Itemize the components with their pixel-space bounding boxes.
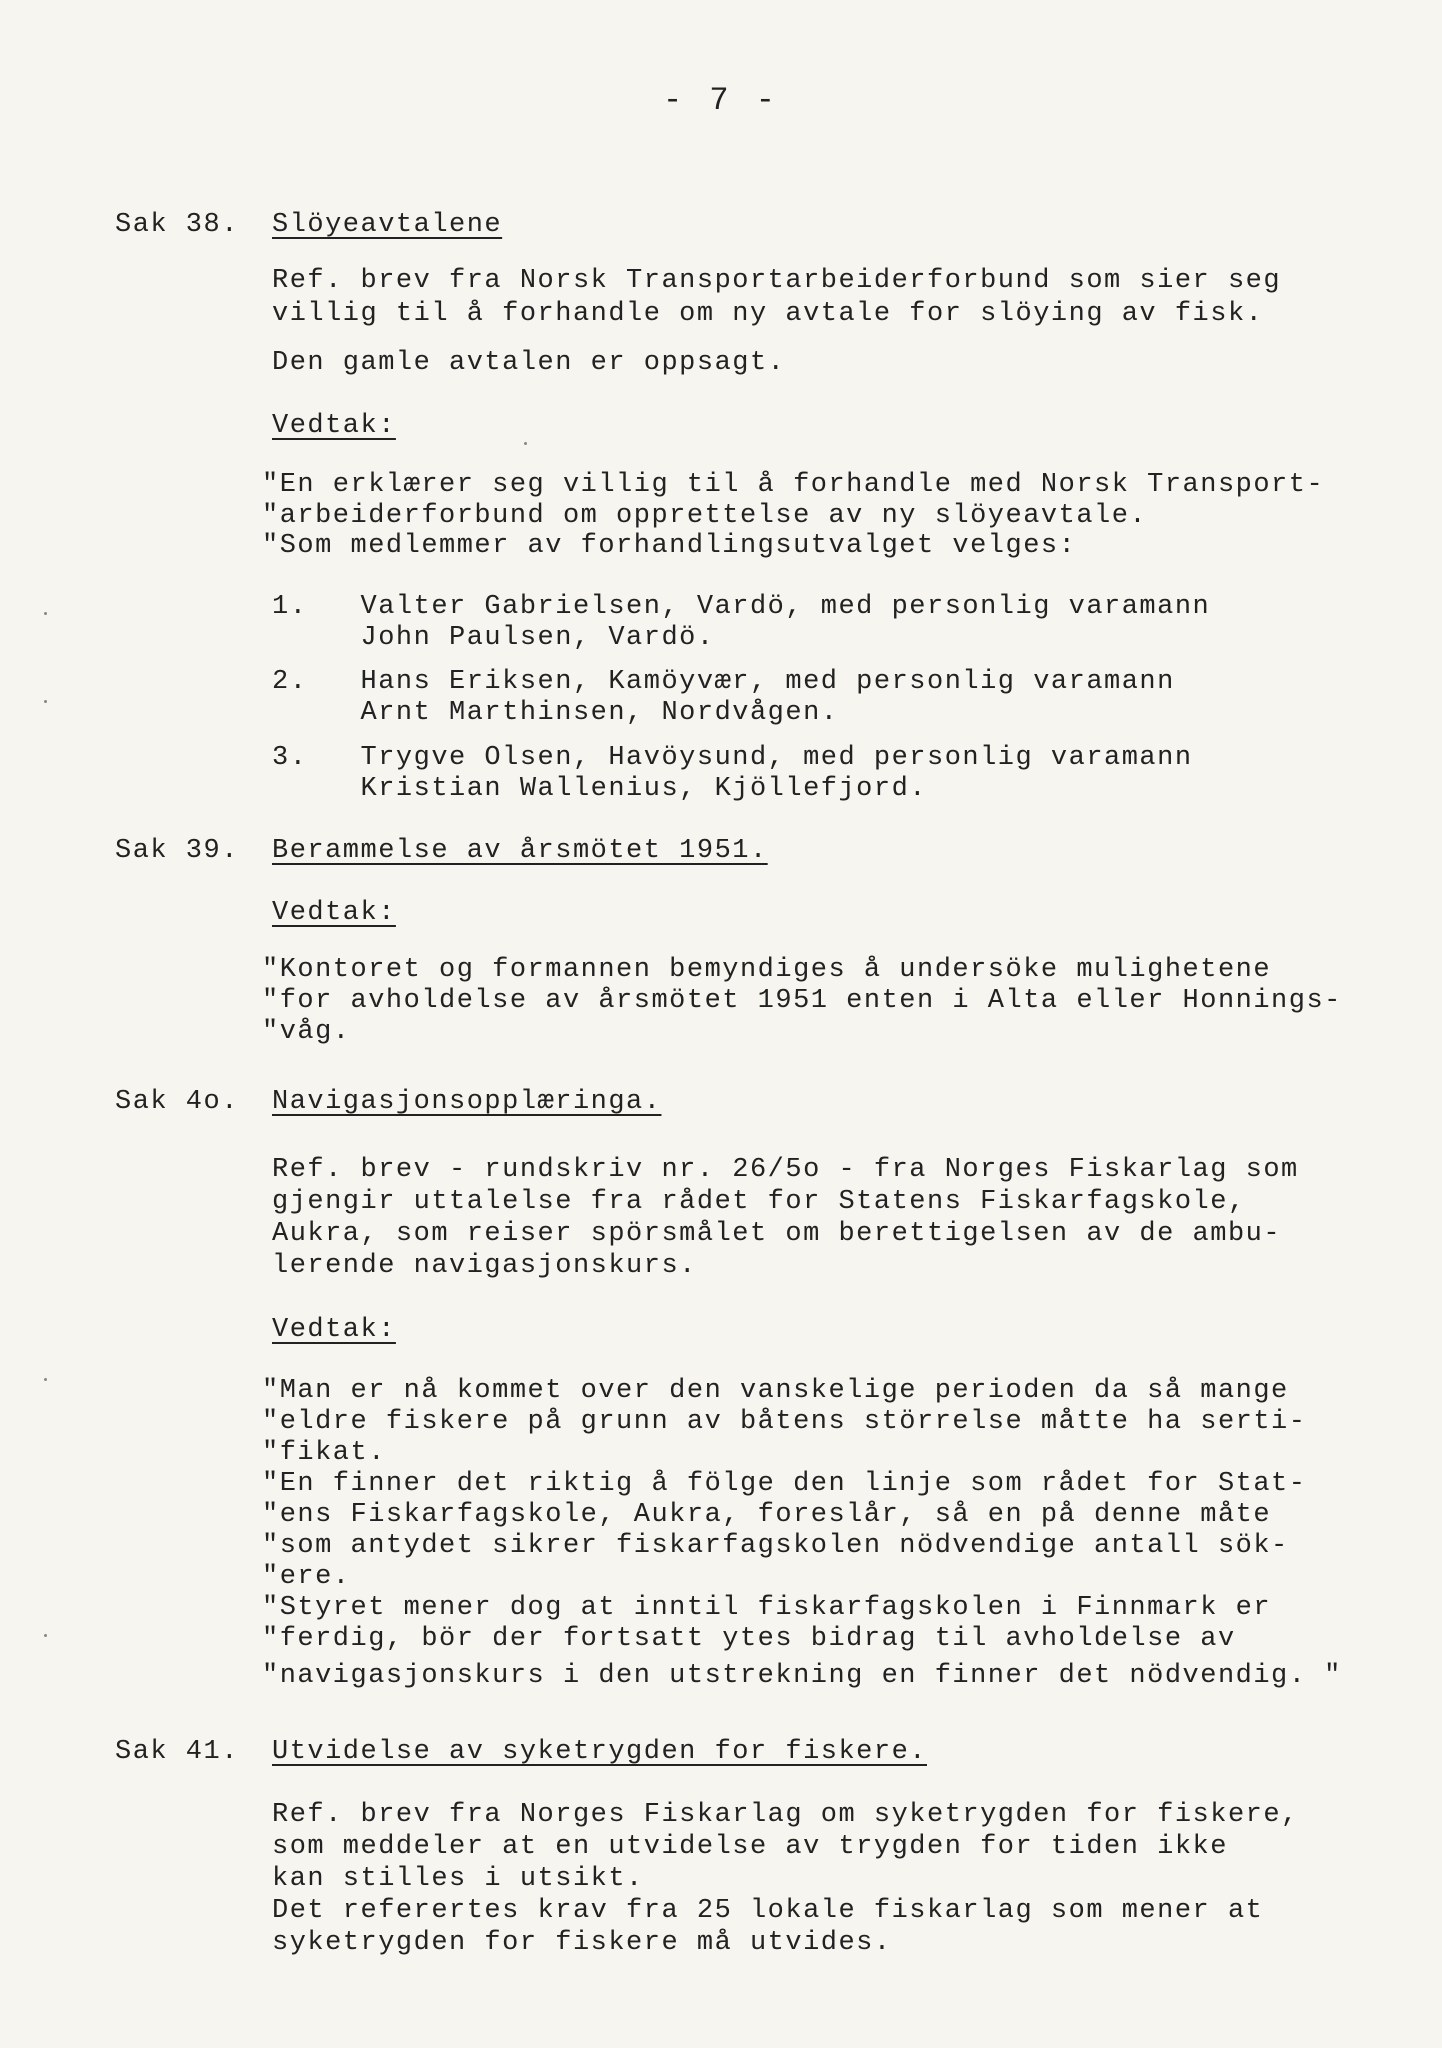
quote-line: "for avholdelse av årsmötet 1951 enten i Alta eller Honnings- [262,986,1342,1016]
scan-speck [44,612,47,615]
scan-speck [44,700,47,703]
section-title: Slöyeavtalene [272,210,503,240]
text-line: som meddeler at en utvidelse av trygden for tiden ikke [272,1832,1228,1862]
quote-line: "våg. [262,1017,351,1047]
quote-line: "navigasjonskurs i den utstrekning en finner det nödvendig. " [262,1661,1342,1691]
section-label: Sak 4o. [115,1087,239,1117]
text-line: syketrygden for fiskere må utvides. [272,1928,892,1958]
section-label: Sak 38. [115,210,239,240]
quote-line: "En finner det riktig å fölge den linje som rådet for Stat- [262,1469,1307,1499]
quote-line: "fikat. [262,1438,386,1468]
text-line: Den gamle avtalen er oppsagt. [272,348,786,378]
text-line: gjengir uttalelse fra rådet for Statens Fiskarfagskole, [272,1187,1246,1217]
scan-speck [524,442,527,445]
scan-speck [44,1634,47,1637]
quote-line: "arbeiderforbund om opprettelse av ny slöyeavtale. [262,501,1148,531]
text-line: villig til å forhandle om ny avtale for slöying av fisk. [272,299,1264,329]
list-item: 1. Valter Gabrielsen, Vardö, med personlig varamann [272,592,1211,622]
scan-speck [44,1378,47,1381]
text-line: lerende navigasjonskurs. [272,1251,697,1281]
quote-line: "ferdig, bör der fortsatt ytes bidrag til avholdelse av [262,1624,1236,1654]
list-item: Kristian Wallenius, Kjöllefjord. [272,774,927,804]
quote-line: "Man er nå kommet over den vanskelige perioden da så mange [262,1376,1289,1406]
section-title: Navigasjonsopplæringa. [272,1087,662,1117]
text-line: kan stilles i utsikt. [272,1864,644,1894]
section-label: Sak 41. [115,1737,239,1767]
text-line: Det referertes krav fra 25 lokale fiskarlag som mener at [272,1896,1264,1926]
quote-line: "En erklærer seg villig til å forhandle med Norsk Transport- [262,470,1325,500]
list-item: 3. Trygve Olsen, Havöysund, med personlig varamann [272,743,1193,773]
quote-line: "som antydet sikrer fiskarfagskolen nödvendige antall sök- [262,1531,1289,1561]
section-title: Berammelse av årsmötet 1951. [272,836,768,866]
quote-line: "eldre fiskere på grunn av båtens störrelse måtte ha serti- [262,1407,1307,1437]
list-item: 2. Hans Eriksen, Kamöyvær, med personlig varamann [272,667,1175,697]
list-item: John Paulsen, Vardö. [272,623,715,653]
quote-line: "Styret mener dog at inntil fiskarfagskolen i Finnmark er [262,1593,1272,1623]
text-line: Ref. brev fra Norsk Transportarbeiderforbund som sier seg [272,266,1282,296]
vedtak-heading: Vedtak: [272,1315,396,1345]
quote-line: "Som medlemmer av forhandlingsutvalget velges: [262,531,1077,561]
list-item: Arnt Marthinsen, Nordvågen. [272,698,839,728]
quote-line: "ere. [262,1562,351,1592]
section-title: Utvidelse av syketrygden for fiskere. [272,1737,927,1767]
text-line: Ref. brev fra Norges Fiskarlag om syketrygden for fiskere, [272,1800,1299,1830]
quote-line: "ens Fiskarfagskole, Aukra, foreslår, så en på denne måte [262,1500,1272,1530]
quote-line: "Kontoret og formannen bemyndiges å undersöke mulighetene [262,955,1272,985]
vedtak-heading: Vedtak: [272,411,396,441]
page-number: - 7 - [662,82,779,119]
text-line: Aukra, som reiser spörsmålet om berettigelsen av de ambu- [272,1219,1282,1249]
section-label: Sak 39. [115,836,239,866]
vedtak-heading: Vedtak: [272,898,396,928]
text-line: Ref. brev - rundskriv nr. 26/5o - fra Norges Fiskarlag som [272,1155,1299,1185]
